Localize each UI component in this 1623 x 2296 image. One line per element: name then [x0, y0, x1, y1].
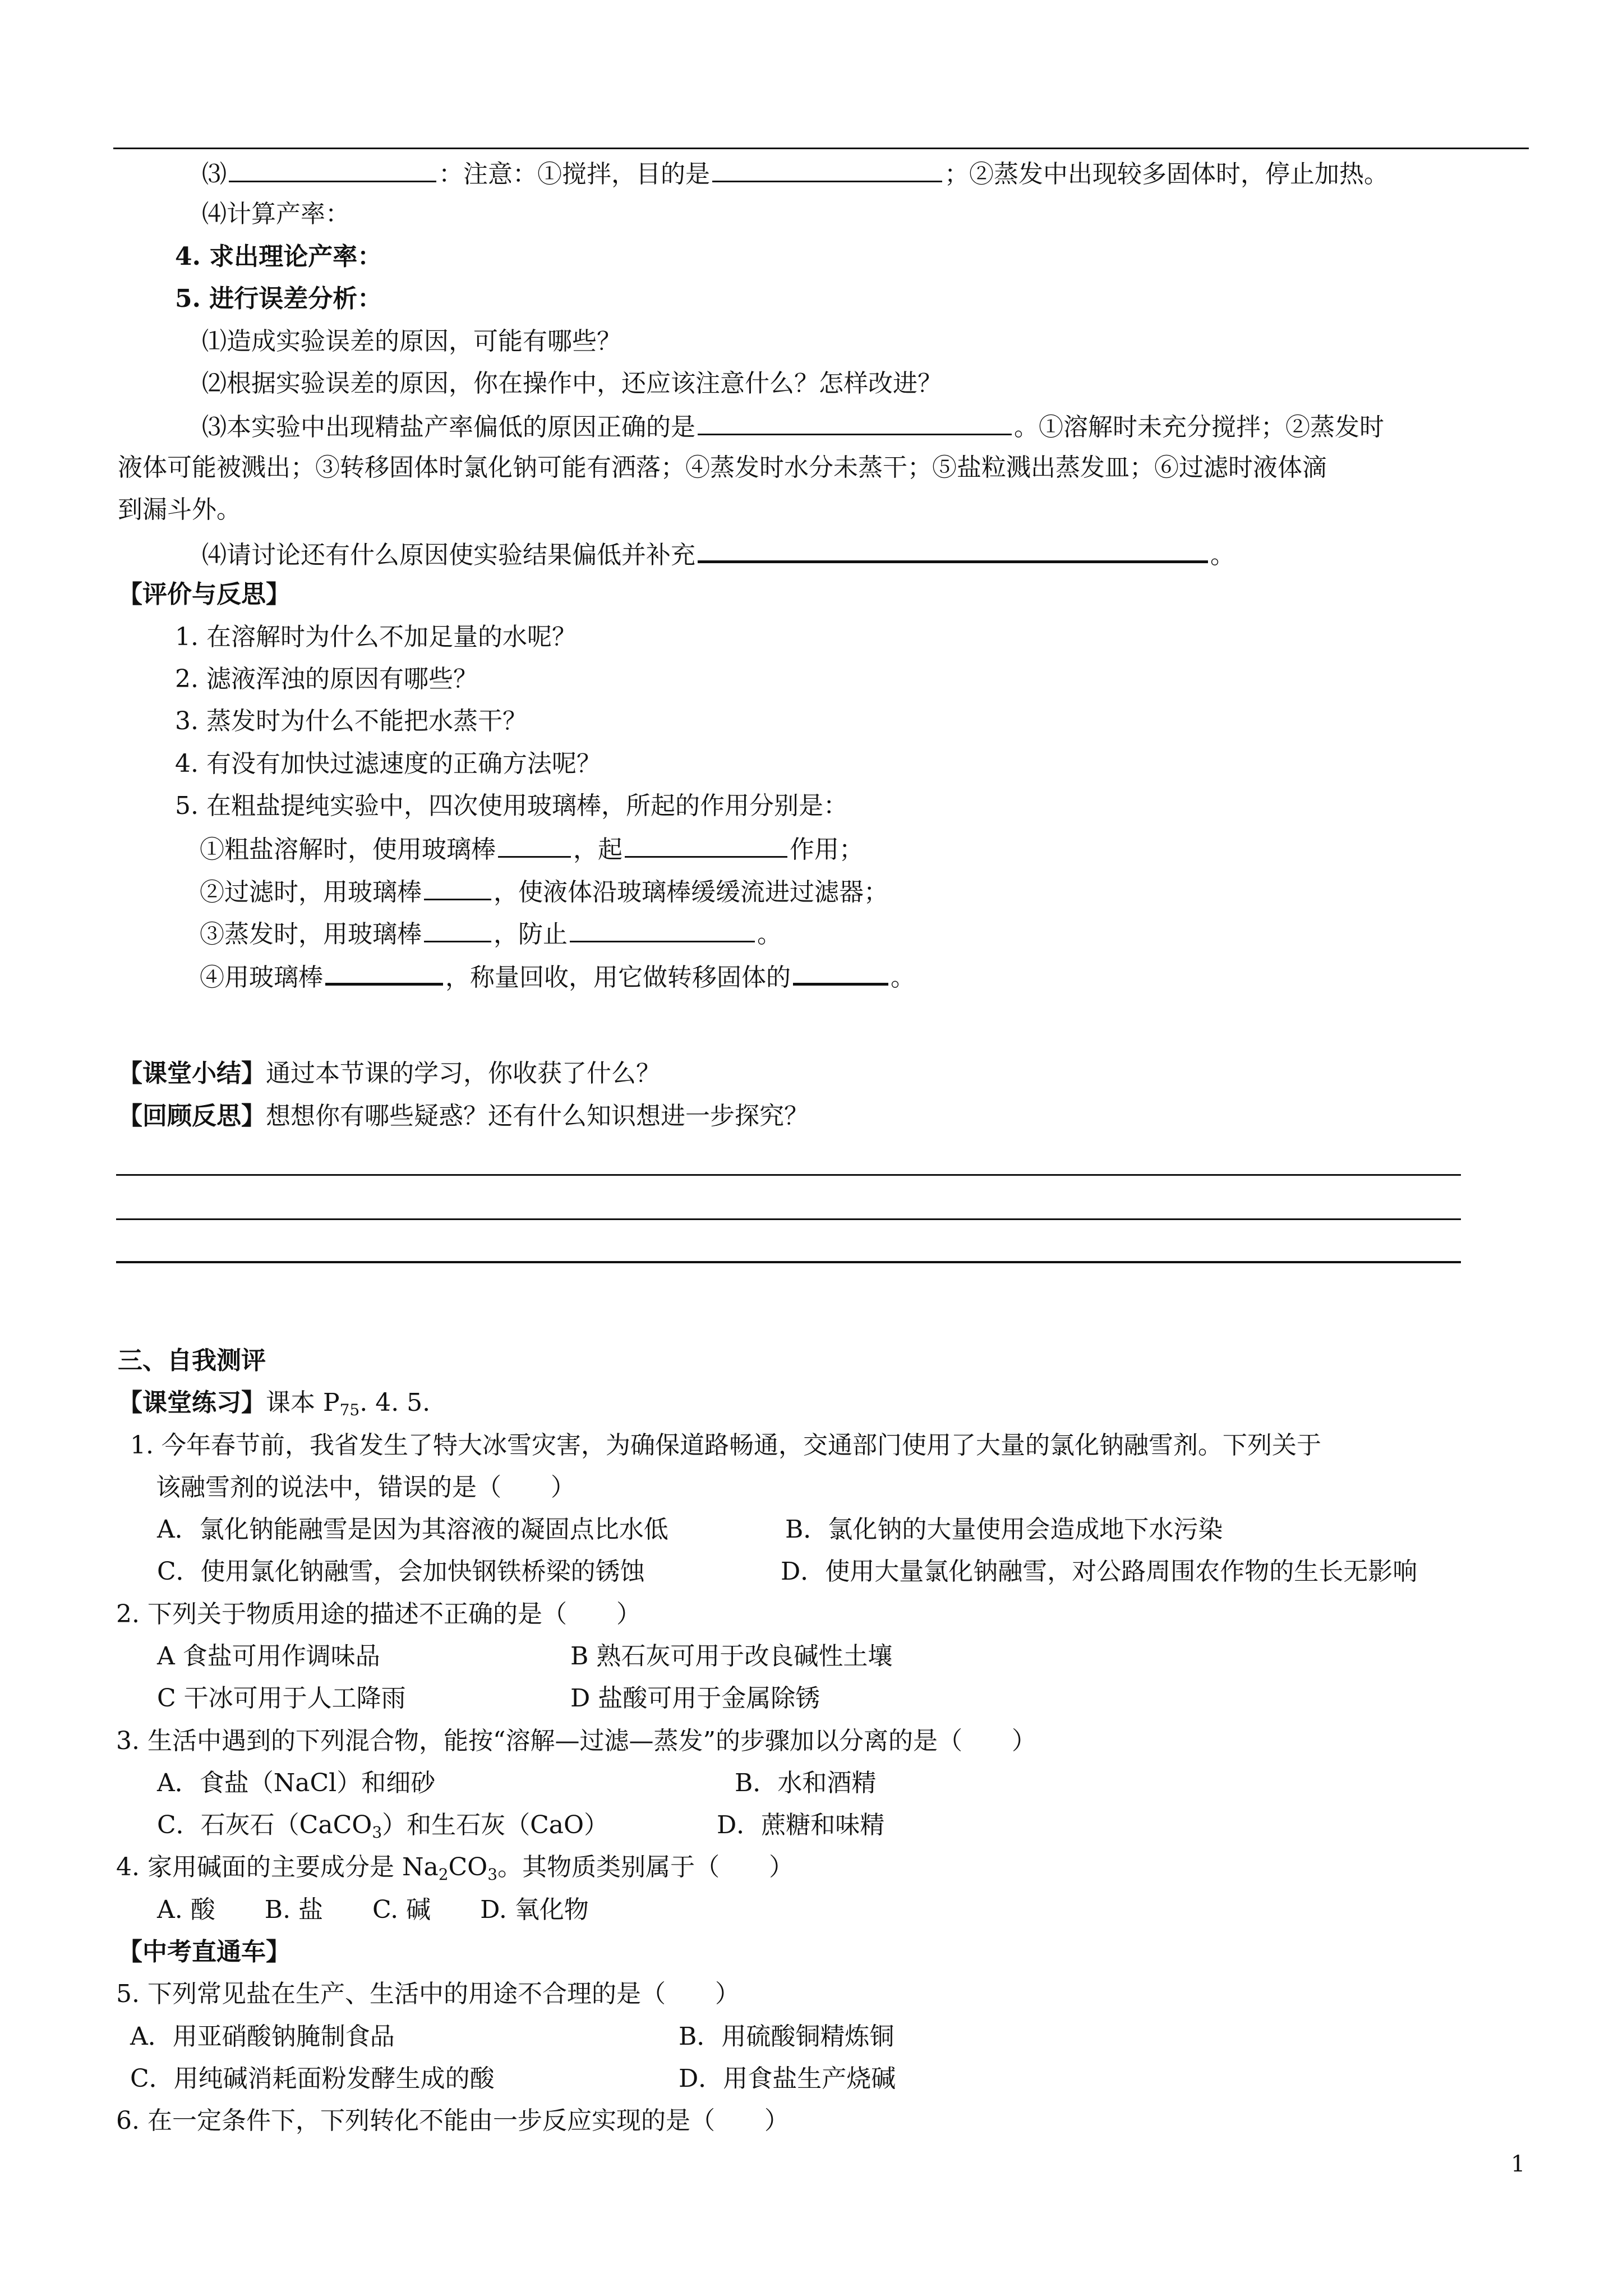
class-practice	[118, 1386, 430, 1427]
error-q1: ⑴造成实验误差的原因，可能有哪些？	[202, 327, 621, 356]
error-q4-blank[interactable]	[698, 536, 1208, 563]
class-practice-label: 【课堂练习】	[118, 1388, 266, 1417]
q1-option-b: B．氯化钠的大量使用会造成地下水污染	[785, 1515, 1223, 1544]
step3-line	[202, 156, 1389, 191]
q4-stem	[116, 1851, 794, 1892]
reflect-q3: 3. 蒸发时为什么不能把水蒸干？	[175, 707, 527, 735]
q2-stem: 2. 下列关于物质用途的描述不正确的是（ ）	[116, 1600, 641, 1628]
textbook-items: . 4. 5.	[359, 1388, 431, 1417]
stir-purpose-blank[interactable]	[712, 156, 942, 182]
q5-stem: 5. 下列常见盐在生产、生活中的用途不合理的是（ ）	[116, 1980, 740, 2008]
reflect-q5: 5. 在粗盐提纯实验中，四次使用玻璃棒，所起的作用分别是：	[175, 792, 848, 820]
review-reflect-label: 【回顾反思】	[118, 1102, 266, 1130]
q1-option-c: C．使用氯化钠融雪，会加快钢铁桥梁的锈蚀	[157, 1557, 645, 1586]
error-q3-options: 。①溶解时未充分搅拌；②蒸发时	[1014, 413, 1384, 441]
rod-use-4-mid: ，称量回收，用它做转移固体的	[445, 963, 791, 992]
review-reflect-text: 想想你有哪些疑惑？还有什么知识想进一步探究？	[266, 1102, 809, 1130]
step3-label: ⑶	[202, 160, 227, 188]
rod-use-3-end: 。	[757, 920, 782, 949]
q3-option-c-text: C．石灰石（CaCO	[157, 1811, 372, 1839]
error-q3-line	[202, 409, 1384, 444]
q5-option-b: B．用硫酸铜精炼铜	[679, 2022, 895, 2051]
textbook-ref: 课本 P	[266, 1388, 340, 1417]
reflect-q4: 4. 有没有加快过滤速度的正确方法呢？	[175, 749, 601, 778]
error-q3-options-cont: 液体可能被溅出；③转移固体时氯化钠可能有洒落；④蒸发时水分未蒸干；⑤盐粒溅出蒸发皿；⑥过滤时液体滴	[118, 453, 1327, 482]
rod-use-3-blank-b[interactable]	[570, 916, 755, 942]
answer-line-3[interactable]	[116, 1261, 1461, 1263]
section-self-test: 三、自我测评	[118, 1346, 266, 1375]
page-number: 1	[1511, 2151, 1525, 2177]
q2-option-b: B 熟石灰可用于改良碱性土壤	[570, 1642, 893, 1671]
step3-note: ：注意：①搅拌，目的是	[439, 160, 710, 188]
q1-stem-cont: 该融雪剂的说法中，错误的是（ ）	[156, 1473, 575, 1502]
rod-use-2-blank[interactable]	[424, 874, 491, 900]
rod-use-1-text: ①粗盐溶解时，使用玻璃棒	[200, 835, 496, 864]
heading-theory-yield: 4. 求出理论产率：	[175, 242, 382, 271]
rod-use-4-blank-a[interactable]	[325, 958, 443, 986]
rod-use-1-end: 作用；	[790, 835, 864, 864]
q3-option-c-end: ）和生石灰（CaO）	[382, 1811, 609, 1839]
heading-exam-express: 【中考直通车】	[118, 1938, 291, 1966]
class-summary-text: 通过本节课的学习，你收获了什么？	[266, 1059, 661, 1088]
q3-option-d: D．蔗糖和味精	[717, 1811, 885, 1839]
rod-use-2-text: ②过滤时，用玻璃棒	[200, 878, 422, 907]
q4-stem-end: 。其物质类别属于（ ）	[497, 1853, 794, 1881]
rod-use-4	[200, 958, 915, 995]
q5-option-c: C．用纯碱消耗面粉发酵生成的酸	[130, 2064, 495, 2093]
q3-option-c-sub: 3	[372, 1823, 382, 1842]
rod-use-4-text: ④用玻璃棒	[200, 963, 323, 992]
q4-stem-text: 4. 家用碱面的主要成分是 Na	[116, 1853, 439, 1881]
q2-option-d: D 盐酸可用于金属除锈	[570, 1684, 820, 1713]
rod-use-1-mid: ，起	[573, 835, 623, 864]
error-q3-blank[interactable]	[698, 409, 1012, 435]
rod-use-3	[200, 916, 782, 951]
q1-option-a: A．氯化钠能融雪是因为其溶液的凝固点比水低	[157, 1515, 668, 1544]
error-q4-line	[202, 536, 1235, 572]
rod-use-1-blank-a[interactable]	[498, 831, 571, 858]
rod-use-2-end: ，使液体沿玻璃棒缓缓流进过滤器；	[494, 878, 888, 907]
q4-options: A. 酸 B. 盐 C. 碱 D. 氧化物	[157, 1895, 589, 1924]
error-q3-options-end: 到漏斗外。	[118, 495, 241, 524]
rod-use-2	[200, 874, 888, 909]
q1-stem: 1. 今年春节前，我省发生了特大冰雪灾害，为确保道路畅通，交通部门使用了大量的氯化钠融雪剂。下列关于	[130, 1431, 1321, 1460]
step4-calc: ⑷计算产率：	[202, 200, 350, 228]
reflect-q1: 1. 在溶解时为什么不加足量的水呢？	[175, 623, 577, 651]
q2-option-a: A 食盐可用作调味品	[157, 1642, 380, 1671]
error-q2: ⑵根据实验误差的原因，你在操作中，还应该注意什么？怎样改进？	[202, 369, 942, 398]
q4-sub-na: 2	[438, 1865, 449, 1884]
answer-line-2[interactable]	[116, 1218, 1461, 1220]
textbook-page: 75	[339, 1401, 360, 1419]
q3-option-a: A．食盐（NaCl）和细砂	[157, 1769, 436, 1797]
q3-option-c	[157, 1809, 608, 1849]
heading-error-analysis: 5. 进行误差分析：	[175, 284, 382, 313]
rod-use-1	[200, 831, 864, 867]
error-q4-text: ⑷请讨论还有什么原因使实验结果偏低并补充	[202, 541, 695, 569]
heading-evaluation: 【评价与反思】	[118, 580, 291, 609]
error-q4-end: 。	[1210, 541, 1235, 569]
rod-use-4-blank-b[interactable]	[793, 958, 888, 986]
answer-line-1[interactable]	[116, 1174, 1461, 1176]
step3-name-blank[interactable]	[229, 156, 436, 182]
q1-option-d: D．使用大量氯化钠融雪，对公路周围农作物的生长无影响	[781, 1557, 1418, 1586]
q6-stem: 6. 在一定条件下，下列转化不能由一步反应实现的是（ ）	[116, 2106, 789, 2135]
q5-option-d: D．用食盐生产烧碱	[679, 2064, 896, 2093]
rod-use-1-blank-b[interactable]	[625, 831, 787, 858]
header-rule	[113, 148, 1529, 149]
q3-option-b: B．水和酒精	[735, 1769, 877, 1797]
rod-use-3-text: ③蒸发时，用玻璃棒	[200, 920, 422, 949]
reflect-q2: 2. 滤液浑浊的原因有哪些？	[175, 665, 478, 693]
review-reflect	[118, 1099, 809, 1133]
q5-option-a: A．用亚硝酸钠腌制食品	[130, 2022, 395, 2051]
q2-option-c: C 干冰可用于人工降雨	[157, 1684, 406, 1713]
q3-stem: 3. 生活中遇到的下列混合物，能按“溶解—过滤—蒸发”的步骤加以分离的是（ ）	[116, 1727, 1036, 1755]
class-summary-label: 【课堂小结】	[118, 1059, 266, 1088]
step3-note-end: ；②蒸发中出现较多固体时，停止加热。	[944, 160, 1389, 188]
rod-use-4-end: 。	[891, 963, 915, 992]
rod-use-3-mid: ，防止	[494, 920, 568, 949]
error-q3-text: ⑶本实验中出现精盐产率偏低的原因正确的是	[202, 413, 695, 441]
class-summary	[118, 1057, 661, 1091]
q4-sub-o: 3	[487, 1865, 498, 1884]
rod-use-3-blank-a[interactable]	[424, 916, 491, 942]
q4-formula-co: CO	[448, 1853, 488, 1881]
